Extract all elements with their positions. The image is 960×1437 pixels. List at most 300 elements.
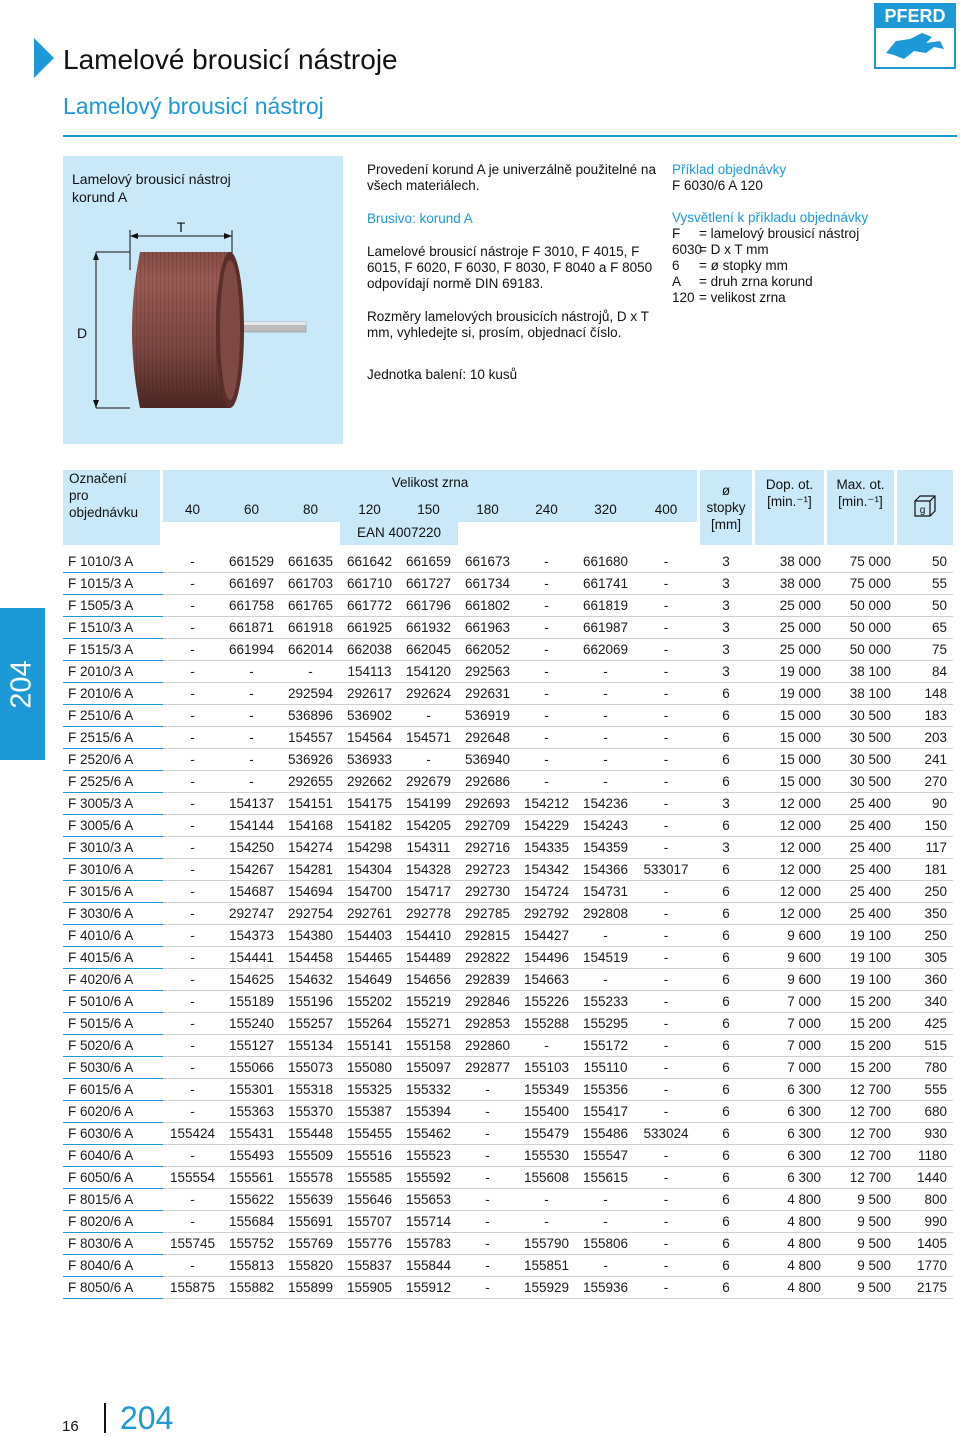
table-cell: - [163,617,222,639]
table-cell: 3 [697,639,755,661]
table-cell: - [163,903,222,925]
table-cell: 4 800 [755,1211,827,1233]
table-cell: 19 000 [755,661,827,683]
table-cell: 155417 [576,1101,635,1123]
designation-cell: F 6050/6 A [63,1167,163,1189]
table-cell: 154205 [399,815,458,837]
grit-header-cell: 150 [399,496,458,523]
designation-cell: F 2510/6 A [63,705,163,727]
table-cell: 155585 [340,1167,399,1189]
table-cell: 154137 [222,793,281,815]
packing-unit: Jednotka balení: 10 kusů [367,367,518,382]
table-cell: 154236 [576,793,635,815]
table-cell: 155899 [281,1277,340,1299]
table-cell: 6 [697,991,755,1013]
table-row [63,793,953,815]
table-cell: - [576,1211,635,1233]
table-cell: 292723 [458,859,517,881]
table-cell: 155691 [281,1211,340,1233]
table-cell: 4 800 [755,1189,827,1211]
table-cell: 2175 [897,1277,953,1299]
table-cell: 155295 [576,1013,635,1035]
table-cell: 12 700 [827,1167,897,1189]
description-universal: Provedení korund A je univerzálně použitelné na všech materiálech. [367,162,656,193]
table-cell: 155516 [340,1145,399,1167]
table-cell: - [163,837,222,859]
table-cell: - [635,771,697,793]
table-cell: - [163,969,222,991]
table-cell: 661994 [222,639,281,661]
table-cell: 154373 [222,925,281,947]
table-cell: 155363 [222,1101,281,1123]
table-cell: 661932 [399,617,458,639]
table-cell: 155622 [222,1189,281,1211]
table-cell: 350 [897,903,953,925]
designation-cell: F 3010/3 A [63,837,163,859]
table-cell: - [517,661,576,683]
table-row [63,1255,953,1277]
table-cell: 536919 [458,705,517,727]
table-cell: 25 400 [827,859,897,881]
table-cell: - [635,1167,697,1189]
table-cell: 154274 [281,837,340,859]
table-cell: 25 400 [827,837,897,859]
table-cell: - [635,639,697,661]
table-cell: 155110 [576,1057,635,1079]
table-cell: 154496 [517,947,576,969]
table-cell: - [576,661,635,683]
table-cell: 292853 [458,1013,517,1035]
table-cell: 150 [897,815,953,837]
table-cell: 6 [697,903,755,925]
table-cell: 154359 [576,837,635,859]
grit-header-cell: 240 [517,496,576,523]
table-cell: - [576,749,635,771]
designation-cell: F 4020/6 A [63,969,163,991]
max-rpm-header: Max. ot. [min.⁻¹] [827,470,897,545]
table-row [63,617,953,639]
chevron-right-icon [34,38,54,78]
table-cell: 155509 [281,1145,340,1167]
table-cell: 154632 [281,969,340,991]
table-row [63,1057,953,1079]
table-cell: 6 [697,947,755,969]
table-cell: 15 000 [755,749,827,771]
table-cell: - [517,1035,576,1057]
table-row [63,1145,953,1167]
table-cell: 155837 [340,1255,399,1277]
designation-cell: F 3015/6 A [63,881,163,903]
table-cell: 3 [697,617,755,639]
table-cell: 3 [697,573,755,595]
table-cell: - [517,573,576,595]
table-cell: - [163,1189,222,1211]
table-cell: 154649 [340,969,399,991]
designation-cell: F 8015/6 A [63,1189,163,1211]
designation-cell: F 2525/6 A [63,771,163,793]
table-cell: 25 400 [827,793,897,815]
table-cell: - [635,683,697,705]
table-cell: 154199 [399,793,458,815]
table-cell: 25 400 [827,815,897,837]
table-cell: - [635,551,697,573]
section-side-tab-label: 204 [6,659,39,709]
table-cell: 30 500 [827,749,897,771]
table-cell: 154281 [281,859,340,881]
table-row [63,903,953,925]
table-cell: 154564 [340,727,399,749]
table-cell: 155257 [281,1013,340,1035]
table-cell: 155479 [517,1123,576,1145]
recommended-rpm-header: Dop. ot. [min.⁻¹] [755,470,827,545]
order-example-column [672,162,942,306]
table-cell: 292761 [340,903,399,925]
table-cell: - [163,639,222,661]
table-cell: 661734 [458,573,517,595]
table-cell: - [163,991,222,1013]
table-cell: 155332 [399,1079,458,1101]
table-cell: - [576,771,635,793]
table-cell: 25 000 [755,595,827,617]
table-cell: 75 000 [827,551,897,573]
table-cell: 50 [897,595,953,617]
table-cell: 292662 [340,771,399,793]
designation-cell: F 3005/6 A [63,815,163,837]
table-cell: 3 [697,837,755,859]
table-cell: 12 000 [755,903,827,925]
table-cell: - [635,617,697,639]
table-cell: 15 000 [755,727,827,749]
table-cell: 536933 [340,749,399,771]
table-cell: 155592 [399,1167,458,1189]
table-cell: - [517,1189,576,1211]
table-cell: 661918 [281,617,340,639]
weight-box-icon [912,493,938,519]
table-cell: - [576,969,635,991]
brand-logo [874,3,956,69]
table-row [63,639,953,661]
table-cell: - [517,749,576,771]
table-cell: 6 [697,1277,755,1299]
table-cell: 662014 [281,639,340,661]
ean-prefix-header: EAN 4007220 [340,521,458,545]
table-cell: 292624 [399,683,458,705]
table-cell: 15 000 [755,771,827,793]
table-row [63,1211,953,1233]
designation-cell: F 8020/6 A [63,1211,163,1233]
table-cell: 661703 [281,573,340,595]
table-cell: 25 000 [755,617,827,639]
table-cell: 12 000 [755,881,827,903]
table-cell: 154304 [340,859,399,881]
designation-header: Označení pro objednávku [63,470,163,545]
table-cell: 661529 [222,551,281,573]
grit-header-cell: 80 [281,496,340,523]
table-cell: 15 200 [827,1035,897,1057]
designation-cell: F 1510/3 A [63,617,163,639]
table-cell: 30 500 [827,727,897,749]
table-cell: - [635,947,697,969]
table-cell: - [517,595,576,617]
table-cell: 25 400 [827,903,897,925]
table-cell: 19 000 [755,683,827,705]
table-cell: 533017 [635,859,697,881]
table-cell: 154489 [399,947,458,969]
table-cell: 3 [697,793,755,815]
table-cell: 3 [697,661,755,683]
table-cell: - [635,1145,697,1167]
table-cell: 155936 [576,1277,635,1299]
table-cell: 661673 [458,551,517,573]
table-cell: 155264 [340,1013,399,1035]
table-cell: - [635,595,697,617]
table-cell: 6 [697,1101,755,1123]
table-cell: - [222,705,281,727]
order-legend-row: 6 = ø stopky mm [672,258,788,273]
table-cell: - [635,903,697,925]
table-cell: - [635,1233,697,1255]
table-cell: 250 [897,881,953,903]
table-cell: 6 [697,1189,755,1211]
designation-cell: F 8040/6 A [63,1255,163,1277]
page-number: 16 [62,1418,79,1435]
designation-cell: F 8050/6 A [63,1277,163,1299]
table-cell: 155684 [222,1211,281,1233]
table-cell: 6 [697,815,755,837]
table-cell: 990 [897,1211,953,1233]
table-cell: 154182 [340,815,399,837]
table-cell: - [635,837,697,859]
table-cell: 155288 [517,1013,576,1035]
table-cell: - [458,1211,517,1233]
table-cell: 155615 [576,1167,635,1189]
table-row [63,1189,953,1211]
table-cell: 661741 [576,573,635,595]
table-cell: 12 700 [827,1101,897,1123]
table-cell: 19 100 [827,925,897,947]
table-cell: - [222,661,281,683]
table-cell: 4 800 [755,1277,827,1299]
table-cell: - [458,1167,517,1189]
table-cell: 155127 [222,1035,281,1057]
table-cell: 154120 [399,661,458,683]
table-cell: - [635,1079,697,1101]
table-cell: 154700 [340,881,399,903]
table-cell: 9 500 [827,1255,897,1277]
table-cell: 292785 [458,903,517,925]
table-cell: 425 [897,1013,953,1035]
table-cell: 30 500 [827,771,897,793]
designation-cell: F 2515/6 A [63,727,163,749]
table-cell: 154335 [517,837,576,859]
table-cell: 6 [697,1079,755,1101]
table-cell: 155639 [281,1189,340,1211]
table-cell: - [635,1101,697,1123]
table-cell: - [163,1013,222,1035]
table-cell: 661963 [458,617,517,639]
table-row [63,925,953,947]
table-cell: 154427 [517,925,576,947]
table-cell: 292846 [458,991,517,1013]
table-cell: - [635,727,697,749]
table-cell: 6 300 [755,1145,827,1167]
table-cell: 155578 [281,1167,340,1189]
table-cell: 292808 [576,903,635,925]
table-cell: 155370 [281,1101,340,1123]
table-cell: 7 000 [755,1057,827,1079]
grit-header-cell: 120 [340,496,399,523]
table-cell: - [517,683,576,705]
table-row [63,815,953,837]
table-cell: 661680 [576,551,635,573]
table-cell: - [635,1255,697,1277]
table-cell: 4 800 [755,1255,827,1277]
designation-cell: F 6015/6 A [63,1079,163,1101]
table-row [63,991,953,1013]
table-cell: - [163,1101,222,1123]
table-cell: - [163,793,222,815]
table-cell: 154298 [340,837,399,859]
table-cell: 6 [697,727,755,749]
page-subtitle: Lamelový brousicí nástroj [63,93,324,119]
table-cell: 1440 [897,1167,953,1189]
table-cell: 12 700 [827,1123,897,1145]
designation-cell: F 3010/6 A [63,859,163,881]
table-row [63,1035,953,1057]
table-cell: 155394 [399,1101,458,1123]
table-cell: - [163,1145,222,1167]
table-cell: 661710 [340,573,399,595]
table-cell: 155776 [340,1233,399,1255]
table-cell: - [458,1079,517,1101]
table-cell: 154328 [399,859,458,881]
designation-cell: F 6020/6 A [63,1101,163,1123]
table-row [63,749,953,771]
table-cell: 25 000 [755,639,827,661]
table-cell: 661727 [399,573,458,595]
table-cell: 155066 [222,1057,281,1079]
table-row [63,1079,953,1101]
table-cell: 155882 [222,1277,281,1299]
table-cell: 154571 [399,727,458,749]
table-cell: 155790 [517,1233,576,1255]
order-legend-row: 120 = velikost zrna [672,290,786,305]
table-cell: 661758 [222,595,281,617]
table-row [63,771,953,793]
table-cell: 155073 [281,1057,340,1079]
designation-cell: F 5020/6 A [63,1035,163,1057]
designation-cell: F 1015/3 A [63,573,163,595]
order-legend-row: A = druh zrna korund [672,274,813,289]
table-cell: 155929 [517,1277,576,1299]
table-cell: 15 200 [827,991,897,1013]
table-cell: 930 [897,1123,953,1145]
table-cell: 38 000 [755,551,827,573]
table-cell: - [163,1079,222,1101]
table-cell: 155745 [163,1233,222,1255]
table-cell: 154403 [340,925,399,947]
grit-header-cell: 180 [458,496,517,523]
table-cell: 12 700 [827,1079,897,1101]
table-cell: 154144 [222,815,281,837]
table-cell: 9 600 [755,947,827,969]
table-cell: 536940 [458,749,517,771]
footer-divider [104,1403,106,1433]
table-cell: - [635,793,697,815]
designation-cell: F 6030/6 A [63,1123,163,1145]
table-cell: - [635,1211,697,1233]
table-cell: 155530 [517,1145,576,1167]
table-cell: - [576,683,635,705]
designation-cell: F 5030/6 A [63,1057,163,1079]
table-cell: 155448 [281,1123,340,1145]
dimension-d-label: D [76,325,88,341]
table-cell: 6 [697,1233,755,1255]
table-cell: 154113 [340,661,399,683]
table-cell: 50 [897,551,953,573]
table-cell: 155608 [517,1167,576,1189]
table-cell: - [635,925,697,947]
table-cell: - [635,1057,697,1079]
table-cell: 30 500 [827,705,897,727]
table-cell: 533024 [635,1123,697,1145]
table-cell: 12 700 [827,1145,897,1167]
table-cell: 292778 [399,903,458,925]
table-cell: 155646 [340,1189,399,1211]
table-cell: 292792 [517,903,576,925]
table-cell: 155431 [222,1123,281,1145]
product-label-line2: korund A [72,189,128,205]
table-cell: 38 100 [827,683,897,705]
table-cell: 6 [697,1145,755,1167]
table-row [63,859,953,881]
table-cell: 154687 [222,881,281,903]
table-cell: - [163,947,222,969]
table-cell: 515 [897,1035,953,1057]
table-cell: - [163,749,222,771]
table-cell: - [163,815,222,837]
table-cell: 155226 [517,991,576,1013]
table-cell: 155769 [281,1233,340,1255]
table-cell: - [576,925,635,947]
table-cell: - [576,705,635,727]
table-cell: - [222,683,281,705]
table-cell: - [163,595,222,617]
brand-logo-text: PFERD [884,6,946,26]
table-cell: 292877 [458,1057,517,1079]
table-cell: - [163,1057,222,1079]
table-cell: 117 [897,837,953,859]
table-cell: 661819 [576,595,635,617]
table-cell: - [517,727,576,749]
table-cell: 6 [697,1255,755,1277]
table-cell: 292693 [458,793,517,815]
table-cell: 6 [697,749,755,771]
table-cell: 250 [897,925,953,947]
table-cell: 1180 [897,1145,953,1167]
table-cell: 661871 [222,617,281,639]
table-cell: 680 [897,1101,953,1123]
table-cell: 6 [697,969,755,991]
table-cell: - [163,881,222,903]
table-cell: - [635,749,697,771]
table-cell: 1770 [897,1255,953,1277]
dimension-t-label: T [176,219,186,235]
table-cell: 84 [897,661,953,683]
table-row [63,1123,953,1145]
designation-cell: F 3005/3 A [63,793,163,815]
designation-cell: F 4015/6 A [63,947,163,969]
